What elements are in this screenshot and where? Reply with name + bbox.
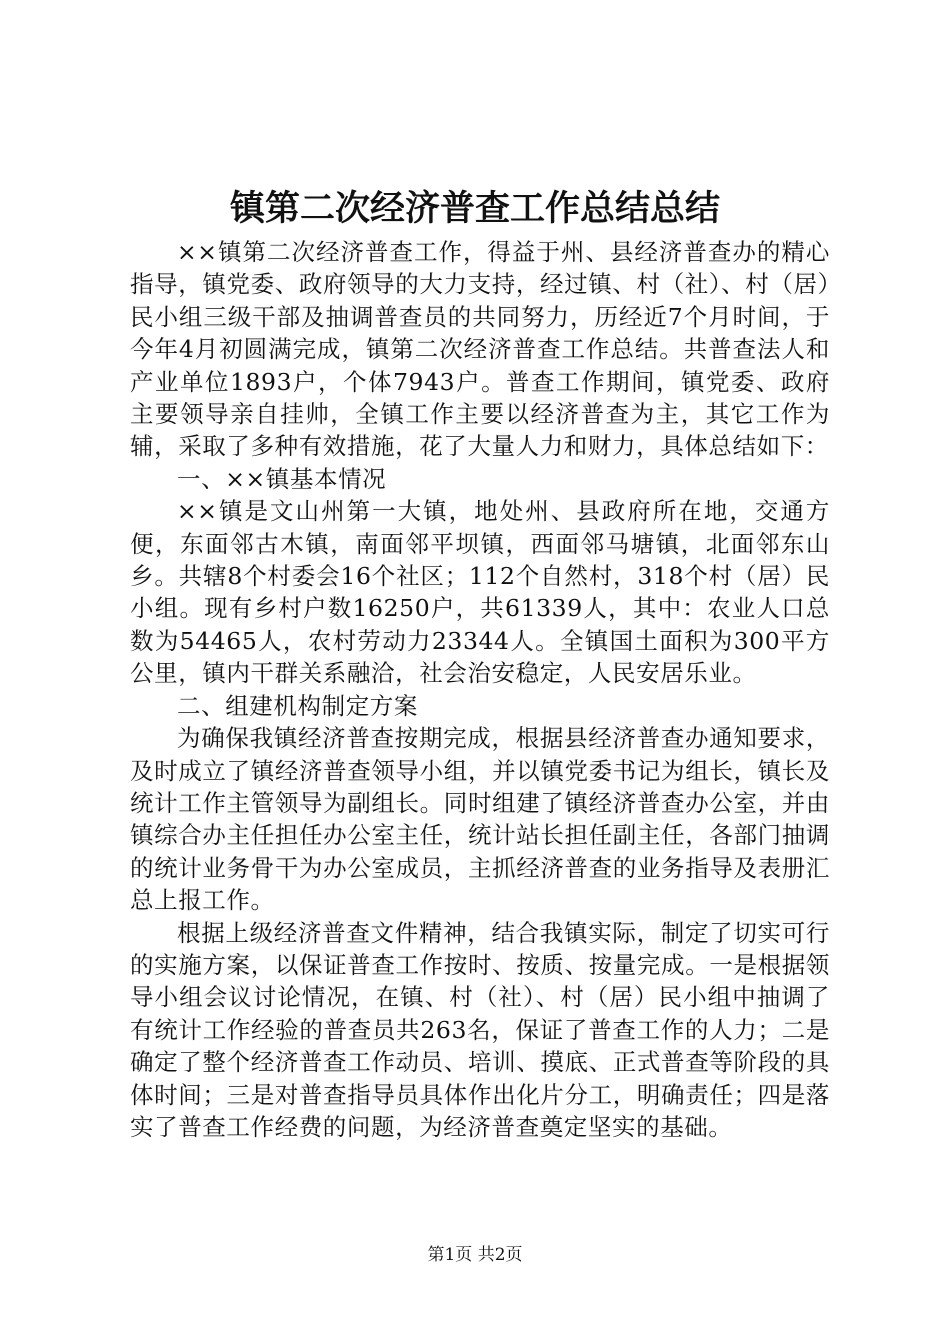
paragraph-plan: 根据上级经济普查文件精神，结合我镇实际，制定了切实可行的实施方案，以保证普查工作按时、按质、按量完成。一是根据领导小组会议讨论情况，在镇、村（社）、村（居）民小组中抽调了有统计工作经验的普查员共263名，保证了普查工作的人力；二是确定了整个经济普查工作动员、培训、摸底、正式普查等阶段的具体时间；三是对普查指导员具体作出化片分工，明确责任；四是落实了普查工作经费的问题，为经济普查奠定坚实的基础。 bbox=[130, 918, 830, 1141]
paragraph-basic-info: ××镇是文山州第一大镇，地处州、县政府所在地，交通方便，东面邻古木镇，南面邻平坝镇，西面邻马塘镇，北面邻东山乡。共辖8个村委会16个社区；112个自然村，318个村（居）民小组。现有乡村户数16250户，共61339人，其中：农业人口总数为54465人，农村劳动力23344人。全镇国土面积为300平方公里，镇内干群关系融洽，社会治安稳定，人民安居乐业。 bbox=[130, 497, 830, 688]
document-title: 镇第二次经济普查工作总结总结 bbox=[229, 188, 720, 229]
page-number-footer: 第1页 共2页 bbox=[427, 1245, 523, 1265]
paragraph-intro: ××镇第二次经济普查工作，得益于州、县经济普查办的精心指导，镇党委、政府领导的大力支持，经过镇、村（社）、村（居）民小组三级干部及抽调普查员的共同努力，历经近7个月时间，于今年4月初圆满完成，镇第二次经济普查工作总结。共普查法人和产业单位1893户，个体7943户。普查工作期间，镇党委、政府主要领导亲自挂帅，全镇工作主要以经济普查为主，其它工作为辅，采取了多种有效措施，花了大量人力和财力，具体总结如下： bbox=[130, 238, 830, 461]
document-body bbox=[130, 236, 830, 1143]
section-heading-organization: 二、组建机构制定方案 bbox=[177, 691, 418, 720]
section-heading-basic-info: 一、××镇基本情况 bbox=[177, 464, 387, 493]
paragraph-organization: 为确保我镇经济普查按期完成，根据县经济普查办通知要求，及时成立了镇经济普查领导小组，并以镇党委书记为组长，镇长及统计工作主管领导为副组长。同时组建了镇经济普查办公室，并由镇综合办主任担任办公室主任，统计站长担任副主任，各部门抽调的统计业务骨干为办公室成员，主抓经济普查的业务指导及表册汇总上报工作。 bbox=[130, 724, 830, 915]
